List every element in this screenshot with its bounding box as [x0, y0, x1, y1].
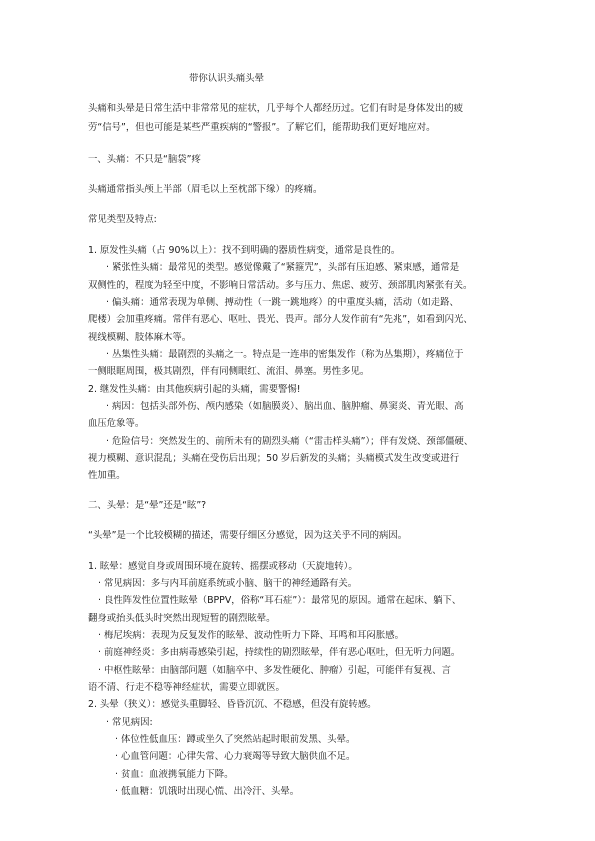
migraine-cont-2: 视线模糊、肢体麻木等。 [88, 332, 192, 343]
dizziness-causes: · 常见病因: [106, 717, 153, 728]
secondary-causes-cont: 血压危象等。 [88, 418, 145, 429]
tension-headache-cont: 双侧性的，程度为轻至中度，不影响日常活动。多与压力、焦虑、疲劳、颈部肌肉紧张有关。 [88, 280, 473, 291]
cardiovascular-issues: · 心血管问题：心律失常、心力衰竭等导致大脑供血不足。 [115, 751, 356, 762]
dizziness: 2. 头晕（狭义）：感觉头重脚轻、昏昏沉沉、不稳感，但没有旋转感。 [88, 699, 377, 710]
tension-headache: · 紧张性头痛：最常见的类型。感觉像戴了“紧箍咒”，头部有压迫感、紧束感，通常是 [106, 262, 460, 273]
central-vertigo-cont: 语不清、行走不稳等神经症状，需要立即就医。 [88, 682, 285, 693]
vestibular-neuritis: · 前庭神经炎：多由病毒感染引起，持续性的剧烈眩晕，伴有恶心呕吐，但无听力问题。 [98, 647, 461, 658]
cluster-headache: · 丛集性头痛：最剧烈的头痛之一。特点是一连串的密集发作（称为丛集期），疼痛位于 [106, 349, 464, 360]
secondary-causes: · 病因：包括头部外伤、颅内感染（如脑膜炎）、脑出血、脑肿瘤、鼻窦炎、青光眼、高 [106, 401, 464, 412]
secondary-headache: 2. 继发性头痛：由其他疾病引起的头痛，需要警惕! [88, 384, 301, 395]
hypoglycemia: · 低血糖：饥饿时出现心慌、出冷汗、头晕。 [115, 786, 300, 797]
intro-line-1: 头痛和头晕是日常生活中非常常见的症状，几乎每个人都经历过。它们有时是身体发出的疲 [88, 103, 464, 114]
anemia: · 贫血：血液携氧能力下降。 [115, 769, 234, 780]
cluster-headache-cont: 一侧眼眶周围，极其剧烈，伴有同侧眼红、流泪、鼻塞。男性多见。 [88, 366, 370, 377]
section-2-heading: 二、头晕：是“晕”还是“眩”? [88, 500, 207, 511]
bppv: · 良性阵发性位置性眩晕（BPPV，俗称“耳石症”）：最常见的原因。通常在起床、躺下、 [98, 595, 462, 606]
migraine-cont-1: 爬楼）会加重疼痛。常伴有恶心、呕吐、畏光、畏声。部分人发作前有“先兆”，如看到闪光、 [88, 314, 473, 325]
danger-signals: · 危险信号：突然发生的、前所未有的剧烈头痛（“雷击样头痛”）；伴有发烧、颈部僵硬、 [106, 436, 474, 447]
orthostatic-hypotension: · 体位性低血压：蹲或坐久了突然站起时眼前发黑、头晕。 [115, 734, 356, 745]
danger-signals-cont-1: 视力模糊、意识混乱；头痛在受伤后出现；50 岁后新发的头痛；头痛模式发生改变或进行 [88, 453, 460, 464]
meniere: · 梅尼埃病：表现为反复发作的眩晕、波动性听力下降、耳鸣和耳闷胀感。 [98, 630, 404, 641]
central-vertigo: · 中枢性眩晕：由脑部问题（如脑卒中、多发性硬化、肿瘤）引起，可能伴有复视、言 [98, 665, 451, 676]
headache-definition: 头痛通常指头颅上半部（眉毛以上至枕部下缘）的疼痛。 [88, 184, 323, 195]
vertigo-causes: · 常见病因：多与内耳前庭系统或小脑、脑干的神经通路有关。 [98, 578, 358, 589]
types-heading: 常见类型及特点: [88, 214, 157, 225]
intro-line-2: 劳“信号”，但也可能是某些严重疾病的“警报”。了解它们，能帮助我们更好地应对。 [88, 122, 436, 133]
primary-headache: 1. 原发性头痛（占 90%以上）：找不到明确的器质性病变，通常是良性的。 [88, 245, 401, 256]
danger-signals-cont-2: 性加重。 [88, 470, 126, 481]
dizziness-intro: “头晕”是一个比较模糊的描述，需要仔细区分感觉，因为这关乎不同的病因。 [88, 530, 408, 541]
document-title: 带你认识头痛头晕 [189, 73, 265, 84]
migraine: · 偏头痛：通常表现为单侧、搏动性（一跳一跳地疼）的中重度头痛，活动（如走路、 [106, 297, 459, 308]
vertigo: 1. 眩晕：感觉自身或周围环境在旋转、摇摆或移动（天旋地转）。 [88, 561, 358, 572]
bppv-cont: 翻身或抬头低头时突然出现短暂的剧烈眩晕。 [88, 613, 276, 624]
section-1-heading: 一、头痛：不只是“脑袋”疼 [88, 154, 201, 165]
